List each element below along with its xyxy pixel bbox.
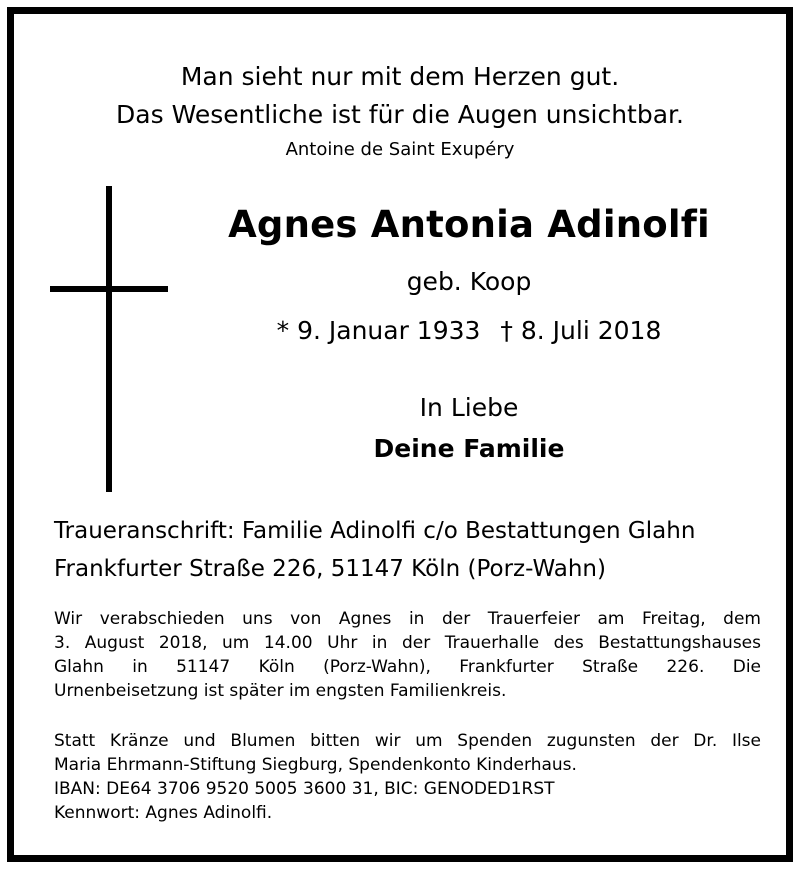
quote <box>14 58 786 134</box>
ceremony-line: Urnenbeisetzung ist später im engsten Familienkreis. <box>54 681 507 701</box>
donation-line: Statt Kränze und Blumen bitten wir um Spenden zugunsten der Dr. Ilse <box>54 731 761 751</box>
iban-line: IBAN: DE64 3706 9520 5005 3600 31, BIC: GENODED1RST <box>54 779 555 799</box>
death-date: † 8. Juli 2018 <box>500 316 662 345</box>
cross-horizontal-bar <box>50 286 168 292</box>
ceremony-paragraph <box>54 607 761 703</box>
mourning-address <box>54 512 784 588</box>
life-dates <box>169 314 769 348</box>
birth-date: * 9. Januar 1933 <box>276 316 481 345</box>
keyword-line: Kennwort: Agnes Adinolfi. <box>54 803 273 823</box>
deceased-name: Agnes Antonia Adinolfi <box>228 203 710 246</box>
obituary-notice <box>7 7 793 862</box>
cross-vertical-bar <box>106 186 112 492</box>
quote-line-1: Man sieht nur mit dem Herzen gut. <box>180 62 620 91</box>
ceremony-line: 3. August 2018, um 14.00 Uhr in der Trauerhalle des Bestattungshauses <box>54 633 761 653</box>
donation-paragraph <box>54 729 761 825</box>
address-line-2: Frankfurter Straße 226, 51147 Köln (Porz-Wahn) <box>54 556 606 582</box>
ceremony-line: Glahn in 51147 Köln (Porz-Wahn), Frankfurter Straße 226. Die <box>54 657 761 677</box>
closing-line-1: In Liebe <box>419 393 519 422</box>
address-line-1: Traueranschrift: Familie Adinolfi c/o Bestattungen Glahn <box>54 518 696 544</box>
quote-line-2: Das Wesentliche ist für die Augen unsichtbar. <box>116 100 684 129</box>
ceremony-line: Wir verabschieden uns von Agnes in der Trauerfeier am Freitag, dem <box>54 609 761 629</box>
closing-signature: Deine Familie <box>373 434 565 463</box>
maiden-name: geb. Koop <box>406 267 532 296</box>
quote-author: Antoine de Saint Exupéry <box>285 139 515 160</box>
donation-line: Maria Ehrmann-Stiftung Siegburg, Spendenkonto Kinderhaus. <box>54 755 577 775</box>
